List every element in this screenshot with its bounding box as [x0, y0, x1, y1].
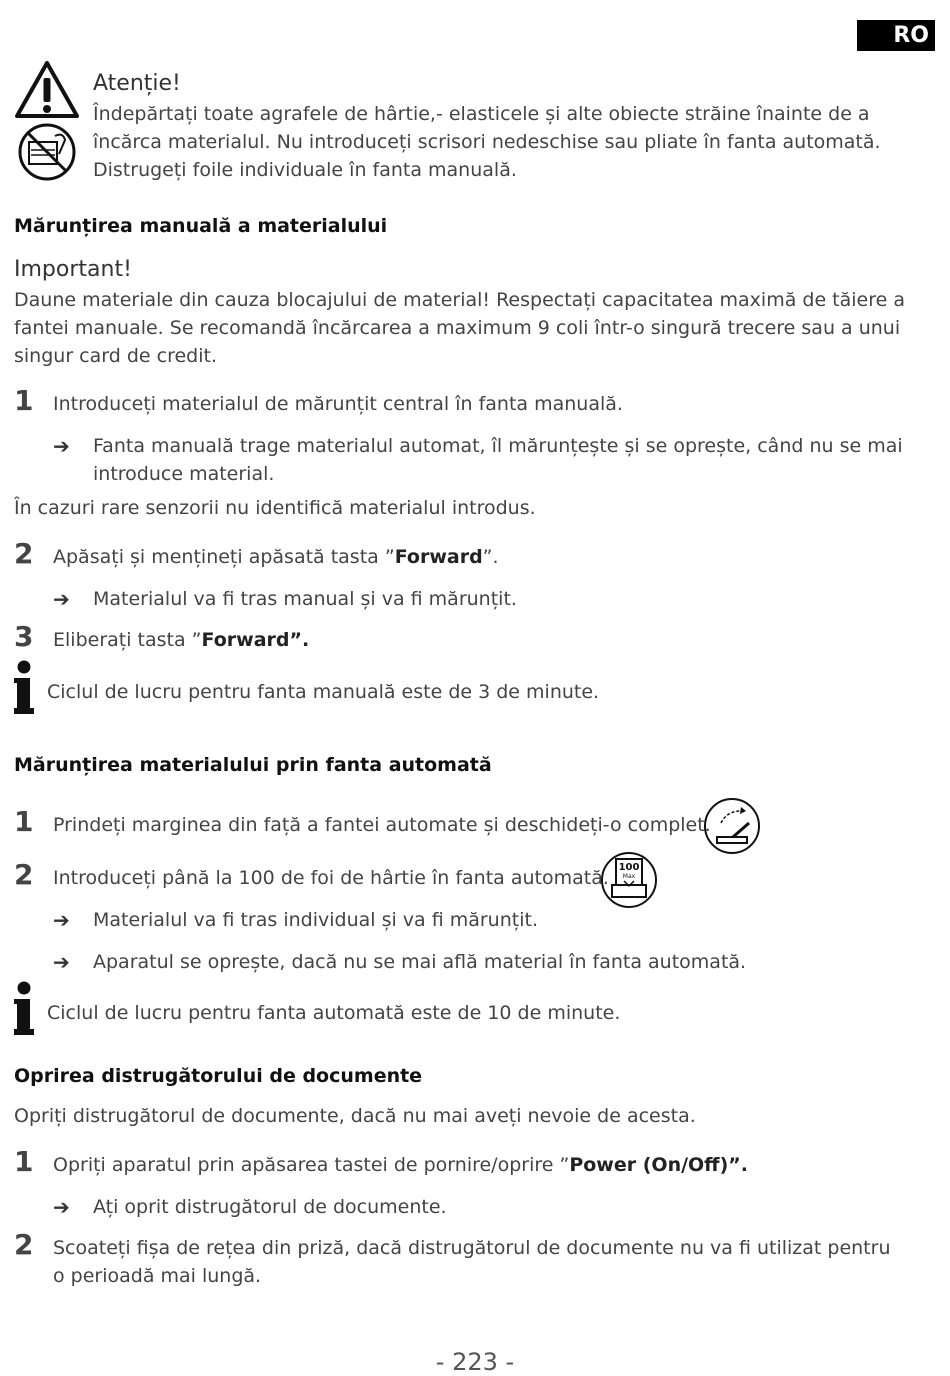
step-result: Ați oprit distrugătorul de documente. — [93, 1196, 447, 1218]
step-number: 1 — [14, 805, 34, 838]
arrow-right-icon: ➔ — [53, 950, 70, 974]
step-number: 2 — [14, 537, 34, 570]
section-heading-stop: Oprirea distrugătorului de documente — [14, 1065, 423, 1087]
arrow-right-icon: ➔ — [53, 587, 70, 611]
important-title: Important! — [14, 257, 132, 282]
step-number: 2 — [14, 1228, 34, 1261]
step-text: Introduceți materialul de mărunțit central în fanta manuală. — [53, 393, 623, 415]
step-number: 1 — [14, 1145, 34, 1178]
step-result: Aparatul se oprește, dacă nu se mai află material în fanta automată. — [93, 951, 747, 973]
step-text: Scoateți fișa de rețea din priză, dacă distrugătorul de documente nu va fi utilizat pentru o perioadă mai lungă. — [53, 1237, 891, 1287]
key-name: Power (On/Off)”. — [569, 1154, 748, 1176]
no-paper-clips-icon — [17, 122, 77, 190]
warning-triangle-icon — [14, 60, 80, 128]
section-heading-auto: Mărunțirea materialului prin fanta automată — [14, 754, 492, 776]
page-number: - 223 - — [435, 1348, 515, 1376]
capacity-label: 100 — [618, 862, 640, 873]
important-text: Daune materiale din cauza blocajului de material! Respectați capacitatea maximă de tăiere a fantei manuale. Se recomandă încărcarea a maximum 9 coli într-o singură trecere sau a unui singur card de credit. — [14, 289, 905, 367]
step-text-part: ”. — [482, 546, 499, 568]
info-icon — [14, 660, 36, 724]
step-result: Materialul va fi tras manual și va fi mărunțit. — [93, 588, 517, 610]
step-number: 1 — [14, 384, 34, 417]
step-text-part: Opriți aparatul prin apăsarea tastei de pornire/oprire ” — [53, 1154, 570, 1176]
info-icon — [14, 981, 36, 1045]
key-name: Forward”. — [201, 629, 310, 651]
key-name: Forward — [394, 546, 483, 568]
info-text: Ciclul de lucru pentru fanta manuală este de 3 de minute. — [47, 681, 600, 703]
step-text: Prindeți marginea din față a fantei automate și deschideți-o complet. — [53, 814, 711, 836]
capacity-max-label: Max — [622, 873, 636, 880]
warning-text: Îndepărtați toate agrafele de hârtie,- elasticele și alte obiecte străine înainte de a încărca materialul. Nu introduceți scrisori nedeschise sau pliate în fanta automată. Distrugeți foile individuale în fanta manuală. — [93, 103, 881, 181]
arrow-right-icon: ➔ — [53, 908, 70, 932]
section-heading-manual: Mărunțirea manuală a materialului — [14, 215, 388, 237]
step-number: 3 — [14, 620, 34, 653]
step-text — [53, 543, 499, 571]
warning-title: Atenție! — [93, 71, 181, 96]
step-number: 2 — [14, 858, 34, 891]
open-lid-icon — [703, 797, 761, 855]
info-text: Ciclul de lucru pentru fanta automată este de 10 de minute. — [47, 1002, 621, 1024]
language-badge: RO — [857, 20, 935, 51]
step-text-part: Eliberați tasta ” — [53, 629, 202, 651]
step-text — [53, 626, 309, 654]
step-text-part: Apăsați și mențineți apăsată tasta ” — [53, 546, 395, 568]
arrow-right-icon: ➔ — [53, 1195, 70, 1219]
stop-intro: Opriți distrugătorul de documente, dacă nu mai aveți nevoie de acesta. — [14, 1105, 696, 1127]
step-text: Introduceți până la 100 de foi de hârtie în fanta automată. — [53, 867, 609, 889]
step-text — [53, 1151, 748, 1179]
rare-note: În cazuri rare senzorii nu identifică materialul introdus. — [14, 497, 536, 519]
paper-capacity-icon — [600, 851, 658, 909]
step-result: Materialul va fi tras individual și va fi mărunțit. — [93, 909, 538, 931]
step-result: Fanta manuală trage materialul automat, îl mărunțește și se oprește, când nu se mai introduce material. — [93, 435, 903, 485]
arrow-right-icon: ➔ — [53, 434, 70, 458]
